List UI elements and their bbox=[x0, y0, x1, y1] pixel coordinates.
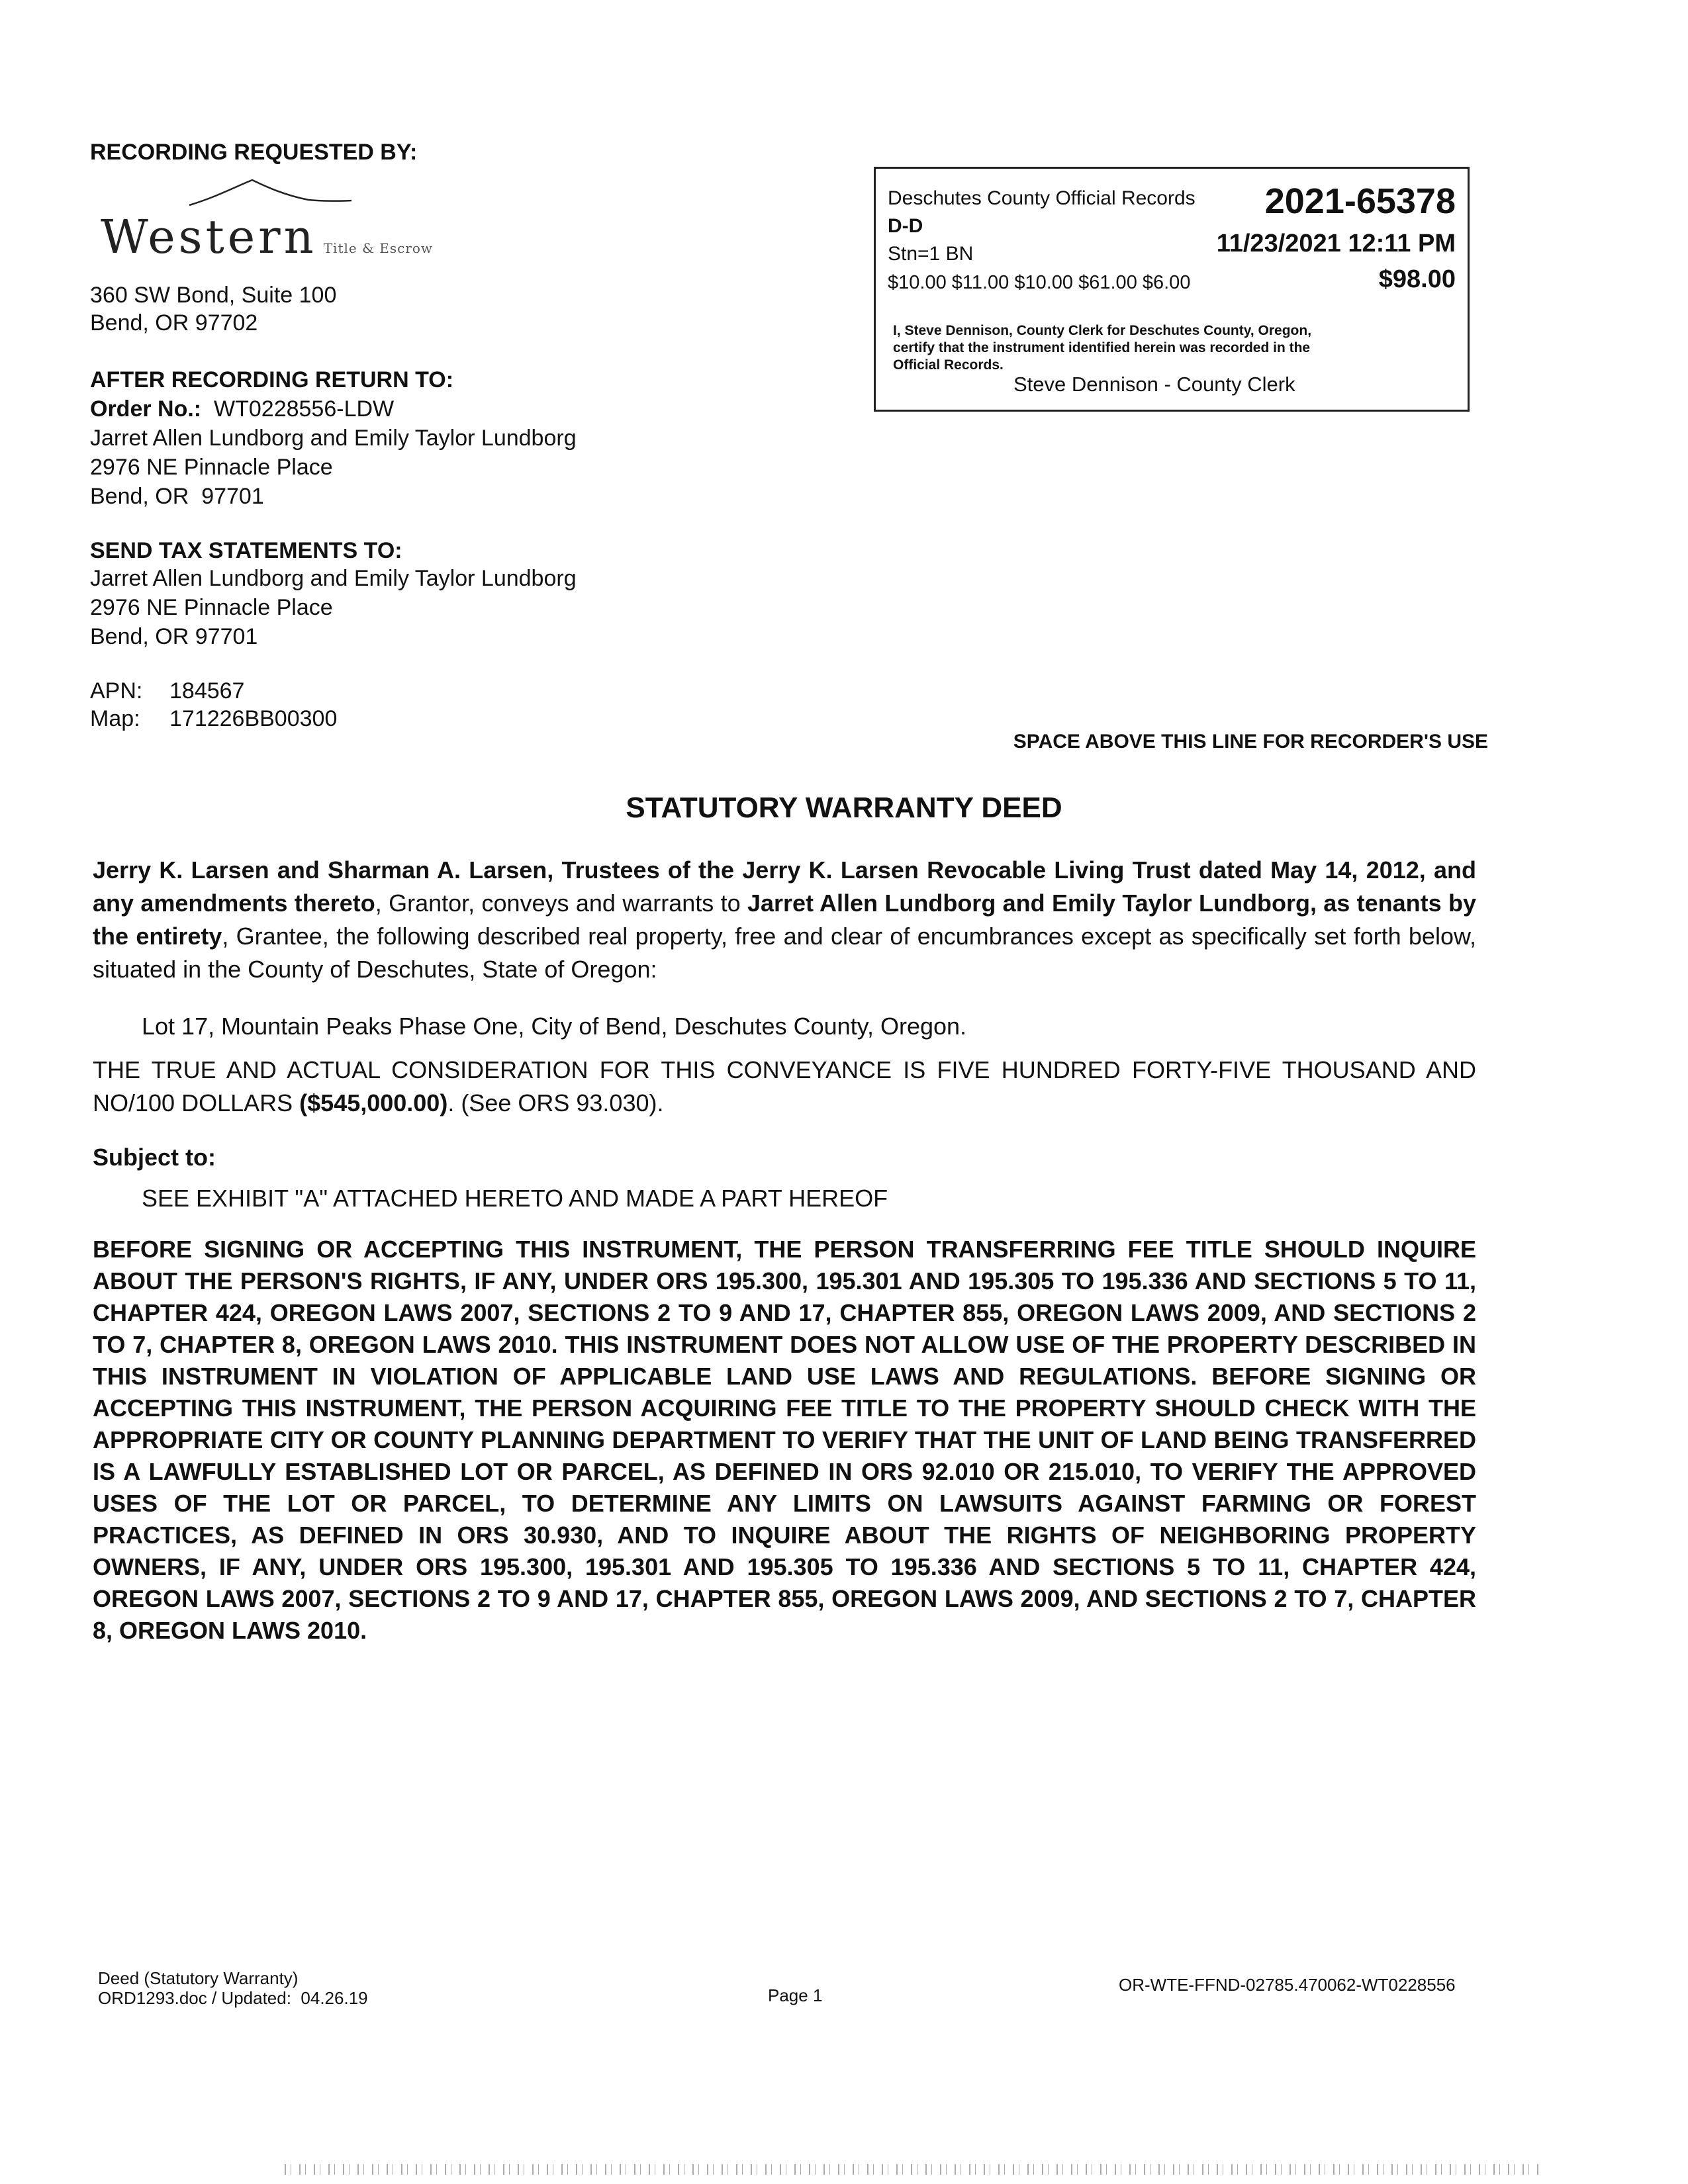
grant-text-1: , Grantor, conveys and warrants to bbox=[375, 889, 747, 917]
recorder-station: Stn=1 BN bbox=[888, 243, 974, 265]
tax-statements-label: SEND TAX STATEMENTS TO: bbox=[90, 538, 402, 563]
recorder-fees: $10.00 $11.00 $10.00 $61.00 $6.00 bbox=[888, 272, 1191, 293]
apn-row bbox=[90, 676, 244, 705]
map-row bbox=[90, 704, 337, 733]
apn-value: 184567 bbox=[169, 678, 245, 704]
consideration-tail: . (See ORS 93.030). bbox=[447, 1089, 664, 1116]
granting-clause bbox=[93, 854, 1476, 986]
grant-text-2: , Grantee, the following described real property, free and clear of encumbrances except as specifically set forth below, situated in the County of Deschutes, State of Oregon: bbox=[93, 923, 1476, 983]
recorder-cert-line3: Official Records. bbox=[893, 357, 1004, 373]
logo-tagline: Title & Escrow bbox=[323, 240, 434, 256]
return-to-address-line1: 2976 NE Pinnacle Place bbox=[90, 455, 333, 480]
recorder-stamp-box bbox=[874, 167, 1470, 412]
recorder-doc-type: D-D bbox=[888, 215, 923, 237]
subject-to-label: Subject to: bbox=[93, 1144, 216, 1171]
order-number: WT0228556-LDW bbox=[214, 396, 395, 422]
legal-description: Lot 17, Mountain Peaks Phase One, City of Bend, Deschutes County, Oregon. bbox=[142, 1013, 967, 1040]
recorder-datetime: 11/23/2021 12:11 PM bbox=[1216, 230, 1456, 257]
grantee-names: Jarret Allen Lundborg and Emily Taylor Lundborg, as tenants by the entirety bbox=[93, 889, 1476, 950]
consideration-clause bbox=[93, 1054, 1476, 1120]
return-to-address-line2: Bend, OR 97701 bbox=[90, 484, 264, 509]
exhibit-note: SEE EXHIBIT "A" ATTACHED HERETO AND MADE A PART HEREOF bbox=[142, 1185, 888, 1212]
footer-form-name: Deed (Statutory Warranty) bbox=[98, 1968, 299, 1988]
grantor-names: Jerry K. Larsen and Sharman A. Larsen, Trustees of the Jerry K. Larsen Revocable Living Trust dated May 14, 2012, and any amendments thereto bbox=[93, 856, 1476, 917]
footer-reference: OR-WTE-FFND-02785.470062-WT0228556 bbox=[1119, 1975, 1456, 1995]
consideration-text: THE TRUE AND ACTUAL CONSIDERATION FOR THIS CONVEYANCE IS FIVE HUNDRED FORTY-FIVE THOUSAND AND NO/100 DOLLARS bbox=[93, 1056, 1476, 1116]
logo-wordmark: Western bbox=[101, 210, 317, 264]
land-use-warning: BEFORE SIGNING OR ACCEPTING THIS INSTRUMENT, THE PERSON TRANSFERRING FEE TITLE SHOULD INQUIRE ABOUT THE PERSON'S RIGHTS, IF ANY, UNDER ORS 195.300, 195.301 AND 195.305 TO 195.336 AND SECTIONS 5 TO 11, CHAPTER 424, OREGON LAWS 2007, SECTIONS 2 TO 9 AND 17, CHAPTER 855, OREGON LAWS 2009, AND SECTIONS 2 TO 7, CHAPTER 8, OREGON LAWS 2010. THIS INSTRUMENT DOES NOT ALLOW USE OF THE PROPERTY DESCRIBED IN THIS INSTRUMENT IN VIOLATION OF APPLICABLE LAND USE LAWS AND REGULATIONS. BEFORE SIGNING OR ACCEPTING THIS INSTRUMENT, THE PERSON ACQUIRING FEE TITLE TO THE PROPERTY SHOULD CHECK WITH THE APPROPRIATE CITY OR COUNTY PLANNING DEPARTMENT TO VERIFY THAT THE UNIT OF LAND BEING TRANSFERRED IS A LAWFULLY ESTABLISHED LOT OR PARCEL, AS DEFINED IN ORS 92.010 OR 215.010, TO VERIFY THE APPROVED USES OF THE LOT OR PARCEL, TO DETERMINE ANY LIMITS ON LAWSUITS AGAINST FARMING OR FOREST PRACTICES, AS DEFINED IN ORS 30.930, AND TO INQUIRE ABOUT THE RIGHTS OF NEIGHBORING PROPERTY OWNERS, IF ANY, UNDER ORS 195.300, 195.301 AND 195.305 TO 195.336 AND SECTIONS 5 TO 11, CHAPTER 424, OREGON LAWS 2007, SECTIONS 2 TO 9 AND 17, CHAPTER 855, OREGON LAWS 2009, AND SECTIONS 2 TO 7, CHAPTER 8, OREGON LAWS 2010. bbox=[93, 1236, 1476, 1644]
order-number-row bbox=[90, 394, 394, 424]
order-number-label: Order No.: bbox=[90, 396, 202, 422]
recorder-space-note: SPACE ABOVE THIS LINE FOR RECORDER'S USE bbox=[1013, 731, 1488, 752]
tax-statements-name: Jarret Allen Lundborg and Emily Taylor Lundborg bbox=[90, 566, 577, 591]
tax-statements-address-line2: Bend, OR 97701 bbox=[90, 624, 258, 649]
map-label: Map: bbox=[90, 706, 140, 731]
recorder-cert-line1: I, Steve Dennison, County Clerk for Deschutes County, Oregon, bbox=[893, 323, 1312, 338]
recorder-doc-number: 2021-65378 bbox=[1264, 181, 1456, 221]
recorder-clerk: Steve Dennison - County Clerk bbox=[1013, 373, 1295, 396]
footer-form-file: ORD1293.doc / Updated: 04.26.19 bbox=[98, 1988, 368, 2008]
company-address-line2: Bend, OR 97702 bbox=[90, 310, 258, 336]
recorder-cert-line2: certify that the instrument identified herein was recorded in the bbox=[893, 340, 1311, 355]
company-address-line1: 360 SW Bond, Suite 100 bbox=[90, 283, 337, 308]
recording-requested-label: RECORDING REQUESTED BY: bbox=[90, 140, 418, 165]
tax-statements-address-line1: 2976 NE Pinnacle Place bbox=[90, 595, 333, 620]
footer-page-number: Page 1 bbox=[768, 1985, 823, 2005]
scan-edge-marks bbox=[285, 2164, 1542, 2175]
document-title: STATUTORY WARRANTY DEED bbox=[626, 792, 1062, 824]
recorder-office: Deschutes County Official Records bbox=[888, 187, 1196, 209]
consideration-amount: ($545,000.00) bbox=[299, 1089, 448, 1116]
recorder-total: $98.00 bbox=[1378, 265, 1456, 293]
return-to-name: Jarret Allen Lundborg and Emily Taylor Lundborg bbox=[90, 426, 577, 451]
apn-label: APN: bbox=[90, 678, 143, 704]
return-to-label: AFTER RECORDING RETURN TO: bbox=[90, 367, 454, 392]
mountain-logo-icon bbox=[90, 173, 368, 213]
map-value: 171226BB00300 bbox=[169, 706, 338, 731]
